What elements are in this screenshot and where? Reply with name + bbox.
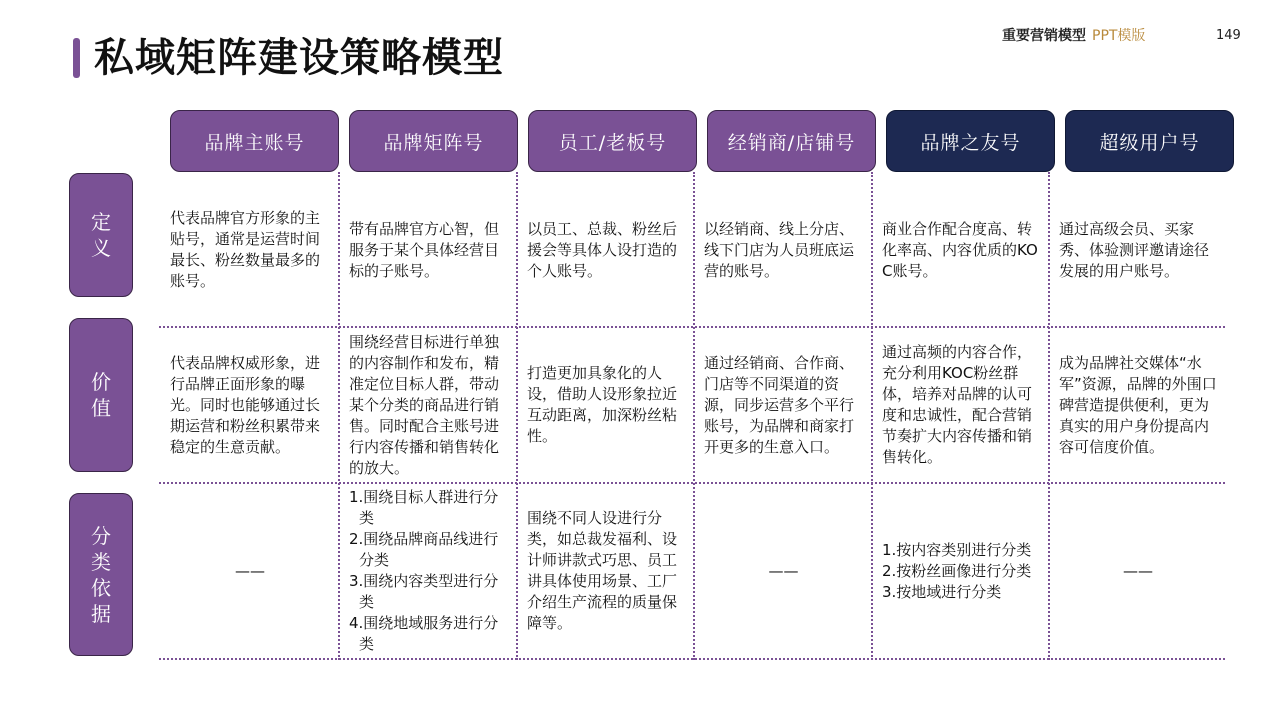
page-title: 私域矩阵建设策略模型	[94, 35, 504, 81]
header-brand-block	[1002, 26, 1145, 46]
cell-value-brand-main: 代表品牌权威形象，进行品牌正面形象的曝光。同时也能够通过长期运营和粉丝积累带来稳定的生意贡献。	[170, 353, 321, 456]
list-item: 3.围绕内容类型进行分类	[349, 572, 499, 611]
column-header-dealer-store: 经销商/店铺号	[707, 110, 876, 172]
list-item: 2.围绕品牌商品线进行分类	[349, 530, 499, 569]
row-header-value	[69, 318, 133, 472]
cell-classification-employee-boss: 围绕不同人设进行分类，如总裁发福利、设计师讲款式巧思、员工讲具体使用场景、工厂介绍生产流程的质量保障等。	[527, 509, 678, 632]
cell-definition-brand-friend: 商业合作配合度高、转化率高、内容优质的KOC账号。	[882, 219, 1038, 280]
column-header-brand-friend: 品牌之友号	[886, 110, 1055, 172]
cell-classification-brand-main: ——	[235, 561, 265, 580]
cell-classification-super-user: ——	[1123, 561, 1153, 580]
header-brand: 重要营销模型	[1002, 28, 1086, 44]
cell-value-brand-matrix: 围绕经营目标进行单独的内容制作和发布，精准定位目标人群，带动某个分类的商品进行销售。同时配合主账号进行内容传播和销售转化的放大。	[349, 332, 500, 477]
page-number: 149	[1216, 28, 1241, 43]
list-item: 2.按粉丝画像进行分类	[882, 561, 1032, 580]
row-header-label: 分类依据	[91, 523, 111, 626]
list-item: 1.按内容类别进行分类	[882, 540, 1032, 559]
cell-definition-super-user: 通过高级会员、买家秀、体验测评邀请途径发展的用户账号。	[1059, 219, 1210, 280]
cell-classification-dealer-store: ——	[768, 561, 799, 580]
grid-divider	[159, 658, 1225, 660]
cell-definition-employee-boss: 以员工、总裁、粉丝后援会等具体人设打造的个人账号。	[527, 219, 678, 280]
grid-divider	[159, 482, 1225, 484]
row-header-label: 定义	[91, 210, 111, 260]
classification-list	[349, 487, 508, 655]
header-template-label: PPT模版	[1092, 28, 1146, 44]
cell-value-dealer-store: 通过经销商、合作商、门店等不同渠道的资源，同步运营多个平行账号，为品牌和商家打开更多的生意入口。	[704, 353, 855, 456]
row-header-definition	[69, 173, 133, 297]
row-header-label: 价值	[91, 370, 111, 420]
title-accent-bar	[73, 38, 80, 78]
cell-definition-dealer-store: 以经销商、线上分店、线下门店为人员班底运营的账号。	[704, 219, 855, 280]
list-item: 1.围绕目标人群进行分类	[349, 488, 499, 527]
classification-list	[882, 540, 1031, 603]
column-header-brand-main: 品牌主账号	[170, 110, 339, 172]
cell-definition-brand-matrix: 带有品牌官方心智，但服务于某个具体经营目标的子账号。	[349, 219, 500, 280]
cell-value-super-user: 成为品牌社交媒体“水军”资源，品牌的外围口碑营造提供便利，更为真实的用户身份提高内容可信度价值。	[1059, 353, 1217, 456]
column-header-employee-boss: 员工/老板号	[528, 110, 697, 172]
row-header-classification	[69, 493, 133, 656]
cell-classification-brand-matrix	[339, 485, 516, 657]
list-item: 3.按地域进行分类	[882, 582, 1002, 601]
grid-divider	[159, 326, 1225, 328]
cell-value-brand-friend: 通过高频的内容合作，充分利用KOC粉丝群体，培养对品牌的认可度和忠诚性，配合营销节奏扩大内容传播和销售转化。	[882, 343, 1033, 466]
cell-classification-brand-friend	[872, 485, 1048, 657]
list-item: 4.围绕地域服务进行分类	[349, 614, 499, 653]
cell-definition-brand-main: 代表品牌官方形象的主贴号，通常是运营时间最长、粉丝数量最多的账号。	[170, 209, 321, 290]
column-header-brand-matrix: 品牌矩阵号	[349, 110, 518, 172]
cell-value-employee-boss: 打造更加具象化的人设，借助人设形象拉近互动距离，加深粉丝粘性。	[527, 364, 678, 445]
column-header-super-user: 超级用户号	[1065, 110, 1234, 172]
